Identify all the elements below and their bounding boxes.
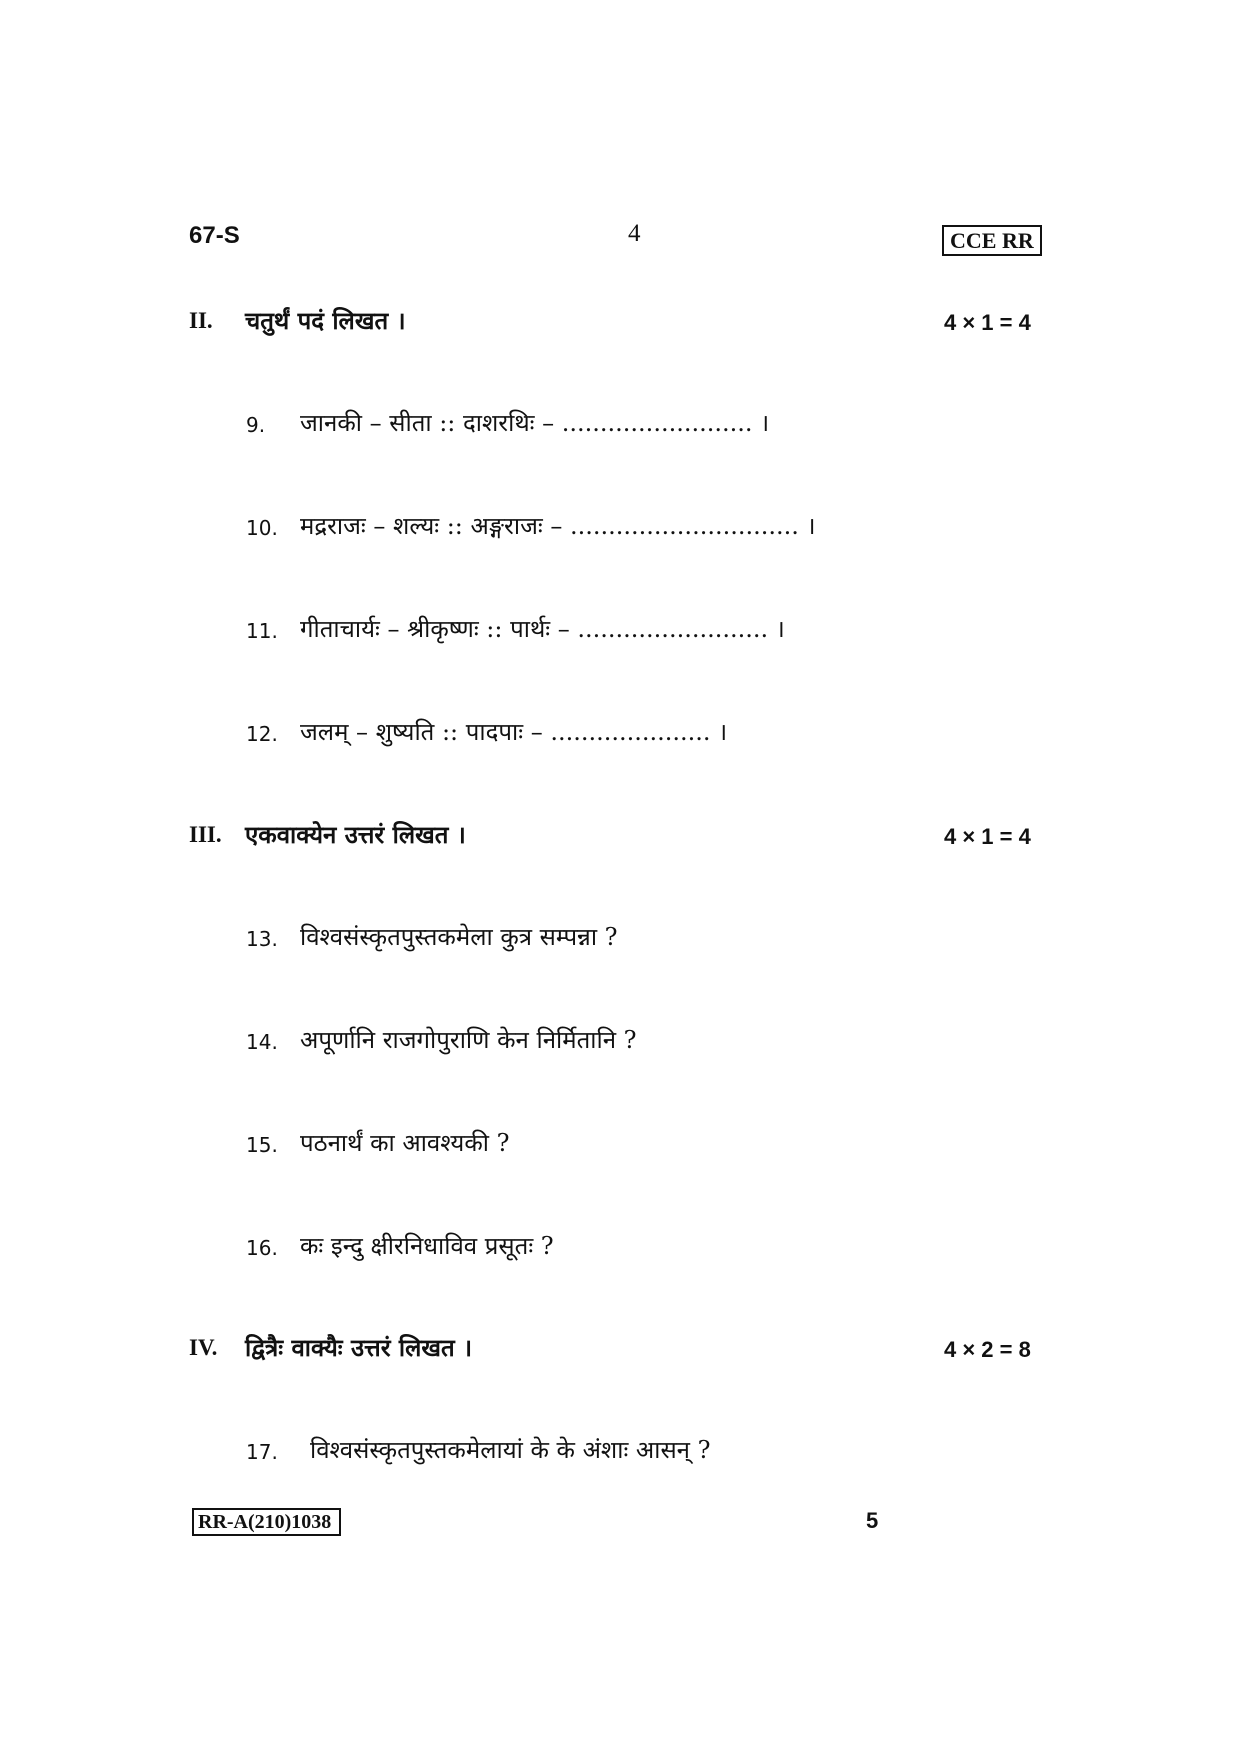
question-number: 16. — [246, 1236, 278, 1260]
question-text: जलम् – शुष्यति :: पादपाः – ..................... । — [300, 718, 728, 746]
question-number: 13. — [246, 927, 278, 951]
section-title: द्वित्रैः वाक्यैः उत्तरं लिखत । — [245, 1333, 473, 1362]
section-marks: 4 × 2 = 8 — [944, 1337, 1031, 1362]
section-number: II. — [189, 308, 213, 333]
page-number: 4 — [628, 220, 641, 247]
question-text: कः इन्दु क्षीरनिधाविव प्रसूतः ? — [300, 1232, 554, 1260]
question-text: गीताचार्यः – श्रीकृष्णः :: पार्थः – ......................... । — [300, 615, 785, 643]
section-marks: 4 × 1 = 4 — [944, 824, 1031, 849]
question-number: 11. — [246, 619, 278, 643]
series-code-badge: RR-A(210)1038 — [192, 1508, 341, 1536]
section-title: चतुर्थं पदं लिखत । — [245, 306, 406, 335]
question-text: विश्वसंस्कृतपुस्तकमेला कुत्र सम्पन्ना ? — [300, 923, 618, 951]
question-number: 10. — [246, 516, 278, 540]
scheme-badge: CCE RR — [942, 225, 1042, 256]
section-number: III. — [189, 822, 222, 847]
question-text: विश्वसंस्कृतपुस्तकमेलायां के के अंशाः आसन् ? — [310, 1436, 711, 1464]
question-text: पठनार्थं का आवश्यकी ? — [300, 1129, 510, 1157]
question-text: मद्रराजः – शल्यः :: अङ्गराजः – .............................. । — [300, 512, 816, 540]
section-marks: 4 × 1 = 4 — [944, 310, 1031, 335]
section-number: IV. — [189, 1335, 218, 1360]
section-title: एकवाक्येन उत्तरं लिखत । — [245, 820, 466, 849]
question-text: जानकी – सीता :: दाशरथिः – ......................... । — [300, 409, 770, 437]
question-number: 9. — [246, 413, 266, 437]
question-number: 14. — [246, 1030, 278, 1054]
footer-page-number: 5 — [866, 1508, 879, 1533]
paper-code: 67-S — [189, 222, 240, 249]
question-text: अपूर्णानि राजगोपुराणि केन निर्मितानि ? — [300, 1026, 637, 1054]
question-number: 17. — [246, 1440, 278, 1464]
question-number: 15. — [246, 1133, 278, 1157]
question-number: 12. — [246, 722, 278, 746]
